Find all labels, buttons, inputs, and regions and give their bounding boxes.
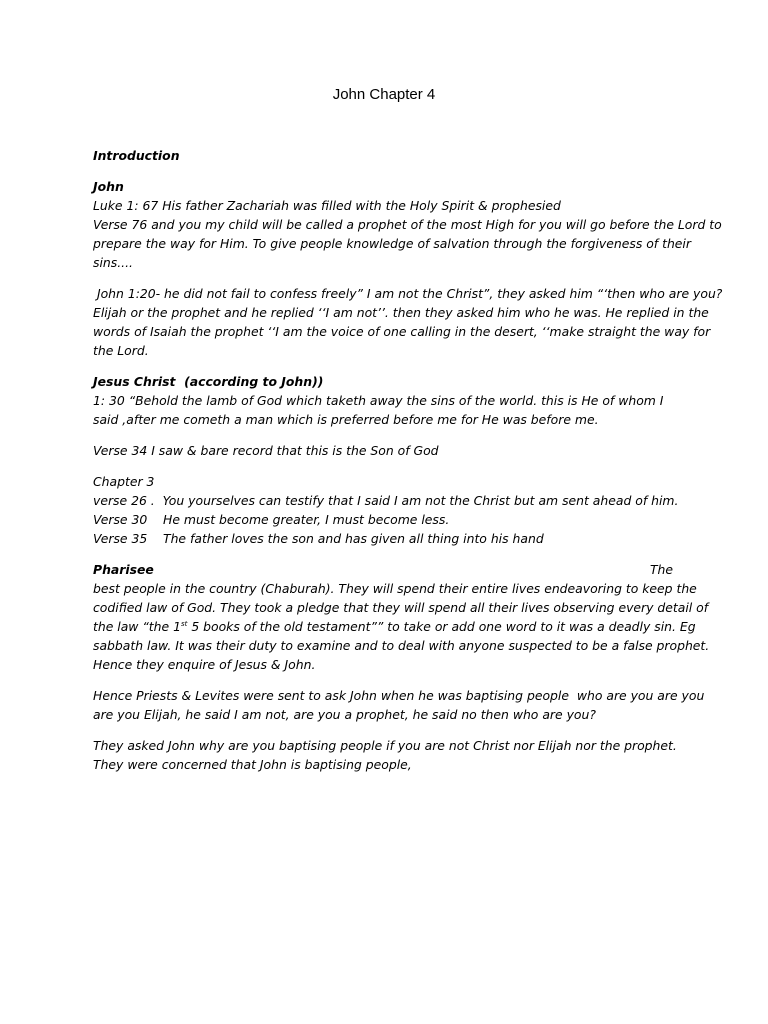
text-line: John 1:20- he did not fail to confess freely” I am not the Christ”, they asked him “‘then who are you? xyxy=(93,286,723,302)
pharisee-heading: Pharisee xyxy=(93,562,154,578)
chapter-3-section xyxy=(93,473,679,549)
verse-34-paragraph xyxy=(93,442,673,461)
text-line: words of Isaiah the prophet ‘‘I am the voice of one calling in the desert, ‘‘make straight the way for xyxy=(93,323,711,339)
text-line: best people in the country (Chaburah). They will spend their entire lives endeavoring to keep the xyxy=(93,581,697,596)
final-paragraph xyxy=(93,737,677,775)
text-line: They were concerned that John is baptising people, xyxy=(93,756,412,772)
jesus-section xyxy=(93,373,673,430)
text-line: sabbath law. It was their duty to examine and to deal with anyone suspected to be a false prophet. xyxy=(93,637,710,653)
introduction-heading: Introduction xyxy=(93,148,180,163)
text-line: Hence Priests & Levites were sent to ask John when he was baptising people who are you are you xyxy=(93,687,705,703)
john-heading: John xyxy=(93,179,124,195)
page-title: John Chapter 4 xyxy=(332,86,436,103)
text-line: codified law of God. They took a pledge that they will spend all their lives observing every detail of xyxy=(93,599,709,615)
text-line: 1: 30 “Behold the lamb of God which taketh away the sins of the world. this is He of whom I xyxy=(93,392,664,408)
pharisee-section xyxy=(93,561,710,674)
text-line: Verse 76 and you my child will be called a prophet of the most High for you will go before the Lord to xyxy=(93,217,722,233)
text-line: Verse 35 The father loves the son and has given all thing into his hand xyxy=(93,530,544,546)
text-line: verse 26 . You yourselves can testify that I said I am not the Christ but am sent ahead of him. xyxy=(93,493,679,509)
text-line: Elijah or the prophet and he replied ‘‘I am not’’. then they asked him who he was. He replied in the xyxy=(93,304,709,320)
text-line: are you Elijah, he said I am not, are you a prophet, he said no then who are you? xyxy=(93,706,596,722)
text-line: the Lord. xyxy=(93,342,149,358)
text-fragment: The xyxy=(649,562,673,578)
text-line: prepare the way for Him. To give people knowledge of salvation through the forgiveness of their xyxy=(93,235,691,251)
text-line: They asked John why are you baptising people if you are not Christ nor Elijah nor the prophet. xyxy=(93,737,677,753)
text-line: sins.... xyxy=(93,254,133,270)
chapter-3-heading: Chapter 3 xyxy=(93,474,155,490)
john-section xyxy=(93,178,722,273)
pharisee-first-line xyxy=(93,561,673,580)
text-line: said ,after me cometh a man which is preferred before me for He was before me. xyxy=(93,411,599,427)
john-120-paragraph xyxy=(93,285,723,361)
text-line: Luke 1: 67 His father Zachariah was filled with the Holy Spirit & prophesied xyxy=(93,198,561,214)
priests-paragraph xyxy=(93,687,705,725)
text-line: Verse 30 He must become greater, I must become less. xyxy=(93,511,450,527)
text-line: the law “the 1st 5 books of the old testament”” to take or add one word to it was a deadly sin. Eg xyxy=(93,618,696,634)
text-line: Hence they enquire of Jesus & John. xyxy=(93,656,316,672)
text-line: Verse 34 I saw & bare record that this is the Son of God xyxy=(93,442,439,458)
document-body xyxy=(93,147,723,787)
jesus-heading: Jesus Christ (according to John)) xyxy=(93,373,324,389)
